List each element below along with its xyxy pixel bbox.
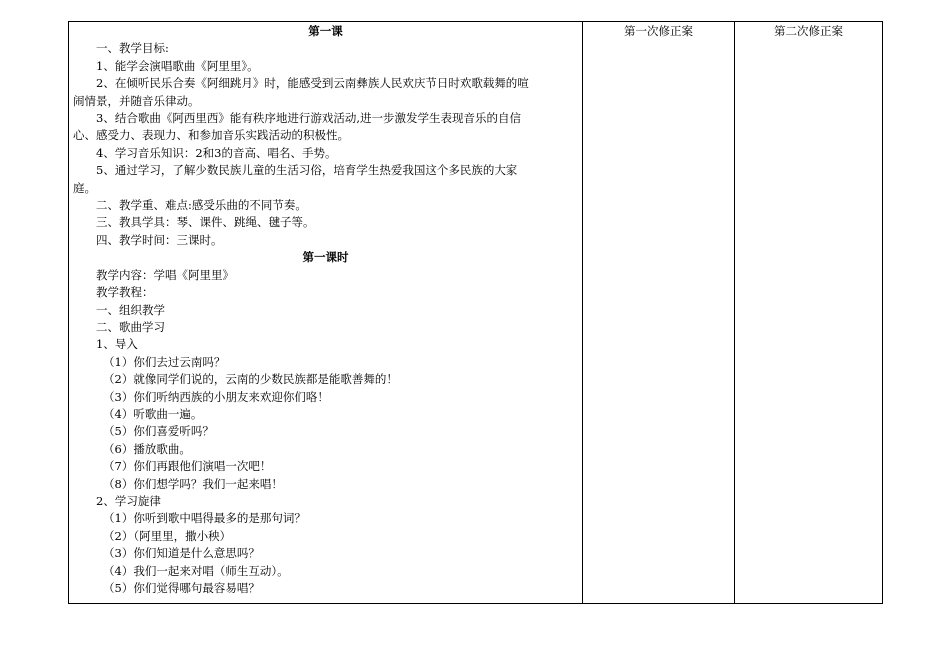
list-item: （1）你听到歌中唱得最多的是那句词？ <box>103 511 306 526</box>
list-item: （5）你们喜爱听吗？ <box>103 424 214 439</box>
list-item: （4）听歌曲一遍。 <box>103 406 203 421</box>
step-line: 2、学习旋律 <box>96 493 161 508</box>
objective-line: 心、感受力、表现力、和参加音乐实践活动的积极性。 <box>73 128 349 143</box>
teaching-process: 教学教程： <box>96 285 154 300</box>
lesson-content-column <box>69 22 583 603</box>
objectives-heading: 一、教学目标: <box>96 41 169 56</box>
teaching-content: 教学内容：学唱《阿里里》 <box>96 267 234 282</box>
list-item: （4）我们一起来对唱（师生互动）。 <box>103 563 289 578</box>
lesson-title: 第一课 <box>308 24 343 38</box>
list-item: （7）你们再跟他们演唱一次吧！ <box>103 459 272 474</box>
list-item: （3）你们知道是什么意思吗？ <box>103 546 260 561</box>
objective-line: 5、通过学习，了解少数民族儿童的生活习俗，培育学生热爱我国这个多民族的大家 <box>96 163 518 178</box>
step-line: 一、组织教学 <box>96 302 165 317</box>
step-line: 二、歌曲学习 <box>96 319 165 334</box>
objective-line: 2、在倾听民乐合奏《阿细跳月》时，能感受到云南彝族人民欢庆节日时欢歌载舞的喧 <box>96 76 529 91</box>
teaching-time: 四、教学时间：三课时。 <box>96 232 223 247</box>
lesson-content <box>69 22 582 597</box>
objective-line: 3、结合歌曲《阿西里西》能有秩序地进行游戏活动,进一步激发学生表现音乐的自信 <box>96 111 521 126</box>
lesson-plan-table <box>68 21 883 604</box>
objective-line: 庭。 <box>73 180 96 195</box>
objective-line: 4、学习音乐知识：2和3的音高、唱名、手势。 <box>96 145 337 160</box>
step-line: 1、导入 <box>96 337 138 352</box>
second-revision-header: 第二次修正案 <box>774 24 843 38</box>
list-item: （3）你们听纳西族的小朋友来欢迎你们咯！ <box>103 389 329 404</box>
second-revision-column <box>735 22 882 603</box>
objective-line: 闹情景，并随音乐律动。 <box>73 93 200 108</box>
list-item: （6）播放歌曲。 <box>103 441 191 456</box>
list-item: （2）就像同学们说的，云南的少数民族都是能歌善舞的！ <box>103 372 398 387</box>
list-item: （1）你们去过云南吗？ <box>103 354 226 369</box>
list-item: （2）（阿里里，撒小秧） <box>103 528 232 543</box>
first-revision-column <box>583 22 735 603</box>
list-item: （5）你们觉得哪句最容易唱？ <box>103 581 260 595</box>
objective-line: 1、能学会演唱歌曲《阿里里》。 <box>96 58 259 73</box>
first-revision-header: 第一次修正案 <box>624 24 693 38</box>
teaching-tools: 三、教具学具：琴、课件、跳绳、毽子等。 <box>96 215 315 230</box>
list-item: （8）你们想学吗？我们一起来唱！ <box>103 476 283 491</box>
key-points: 二、教学重、难点:感受乐曲的不同节奏。 <box>96 198 307 213</box>
period-title: 第一课时 <box>302 250 349 265</box>
